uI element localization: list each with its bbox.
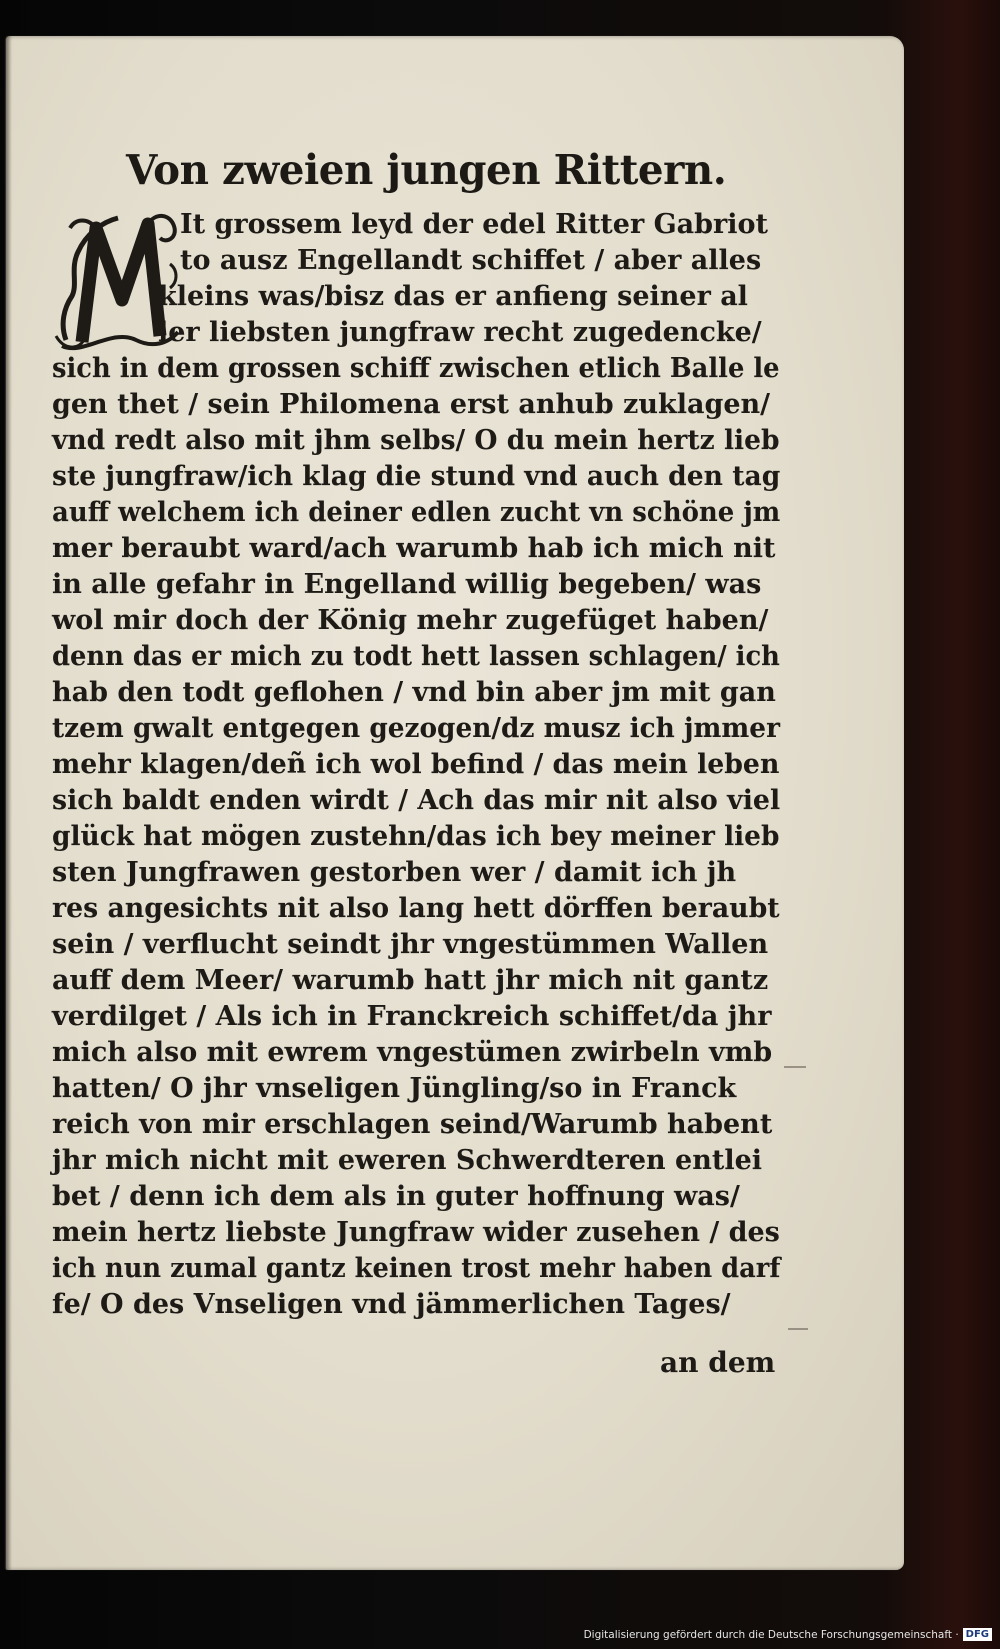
text-line: verdilget / Als ich in Franckreich schiffet/da jhr bbox=[52, 1001, 772, 1032]
dfg-logo: DFG bbox=[963, 1628, 992, 1641]
text-line: sein / verflucht seindt jhr vngestümmen Wallen bbox=[52, 929, 769, 960]
text-line: wol mir doch der König mehr zugefüget haben/ bbox=[52, 605, 769, 636]
page-heading: Von zweien jungen Rittern. bbox=[126, 146, 727, 194]
book-page bbox=[6, 36, 904, 1570]
credit-text: Digitalisierung gefördert durch die Deutsche Forschungsgemeinschaft · bbox=[583, 1628, 959, 1641]
text-line: ler liebsten jungfraw recht zugedencke/ bbox=[158, 317, 762, 348]
text-line: glück hat mögen zustehn/das ich bey meiner lieb bbox=[52, 821, 780, 852]
text-line: mer beraubt ward/ach warumb hab ich mich nit bbox=[52, 533, 776, 564]
text-line: hab den todt geflohen / vnd bin aber jm mit gan bbox=[52, 677, 776, 708]
text-line: sten Jungfrawen gestorben wer / damit ich jh bbox=[52, 857, 737, 888]
text-line: res angesichts nit also lang hett dörffen beraubt bbox=[52, 893, 780, 924]
text-line: jhr mich nicht mit eweren Schwerdteren entlei bbox=[52, 1145, 763, 1176]
text-line: hatten/ O jhr vnseligen Jüngling/so in Franck bbox=[52, 1073, 737, 1104]
margin-mark bbox=[788, 1328, 808, 1330]
text-line: gen thet / sein Philomena erst anhub zuklagen/ bbox=[52, 389, 771, 420]
catchword: an dem bbox=[660, 1346, 776, 1379]
text-line: ste jungfraw/ich klag die stund vnd auch den tag bbox=[52, 461, 781, 492]
text-line: sich in dem grossen schiff zwischen etlich Balle le bbox=[52, 353, 780, 384]
text-line: denn das er mich zu todt hett lassen schlagen/ ich bbox=[52, 641, 780, 672]
text-line: auff dem Meer/ warumb hatt jhr mich nit gantz bbox=[52, 965, 769, 996]
text-line: mehr klagen/deñ ich wol befind / das mein leben bbox=[52, 749, 780, 780]
digitization-credit bbox=[584, 1628, 992, 1641]
text-line: fe/ O des Vnseligen vnd jämmerlichen Tages/ bbox=[52, 1289, 731, 1320]
text-line: reich von mir erschlagen seind/Warumb habent bbox=[52, 1109, 773, 1140]
text-line: to ausz Engellandt schiffet / aber alles bbox=[180, 245, 762, 276]
text-line: vnd redt also mit jhm selbs/ O du mein hertz lieb bbox=[52, 425, 780, 456]
margin-mark bbox=[784, 1066, 806, 1068]
text-line: It grossem leyd der edel Ritter Gabriot bbox=[180, 209, 768, 240]
text-line: ich nun zumal gantz keinen trost mehr haben darf bbox=[52, 1253, 781, 1284]
text-line: auff welchem ich deiner edlen zucht vn schöne jm bbox=[52, 497, 781, 528]
text-line: tzem gwalt entgegen gezogen/dz musz ich jmmer bbox=[52, 713, 780, 744]
text-line: in alle gefahr in Engelland willig begeben/ was bbox=[52, 569, 762, 600]
text-line: mich also mit ewrem vngestümen zwirbeln vmb bbox=[52, 1037, 773, 1068]
text-line: sich baldt enden wirdt / Ach das mir nit also viel bbox=[52, 785, 781, 816]
text-line: bet / denn ich dem als in guter hoffnung was/ bbox=[52, 1181, 740, 1212]
text-line: mein hertz liebste Jungfraw wider zusehen / des bbox=[52, 1217, 780, 1248]
text-line: kleins was/bisz das er anfieng seiner al bbox=[158, 281, 748, 312]
